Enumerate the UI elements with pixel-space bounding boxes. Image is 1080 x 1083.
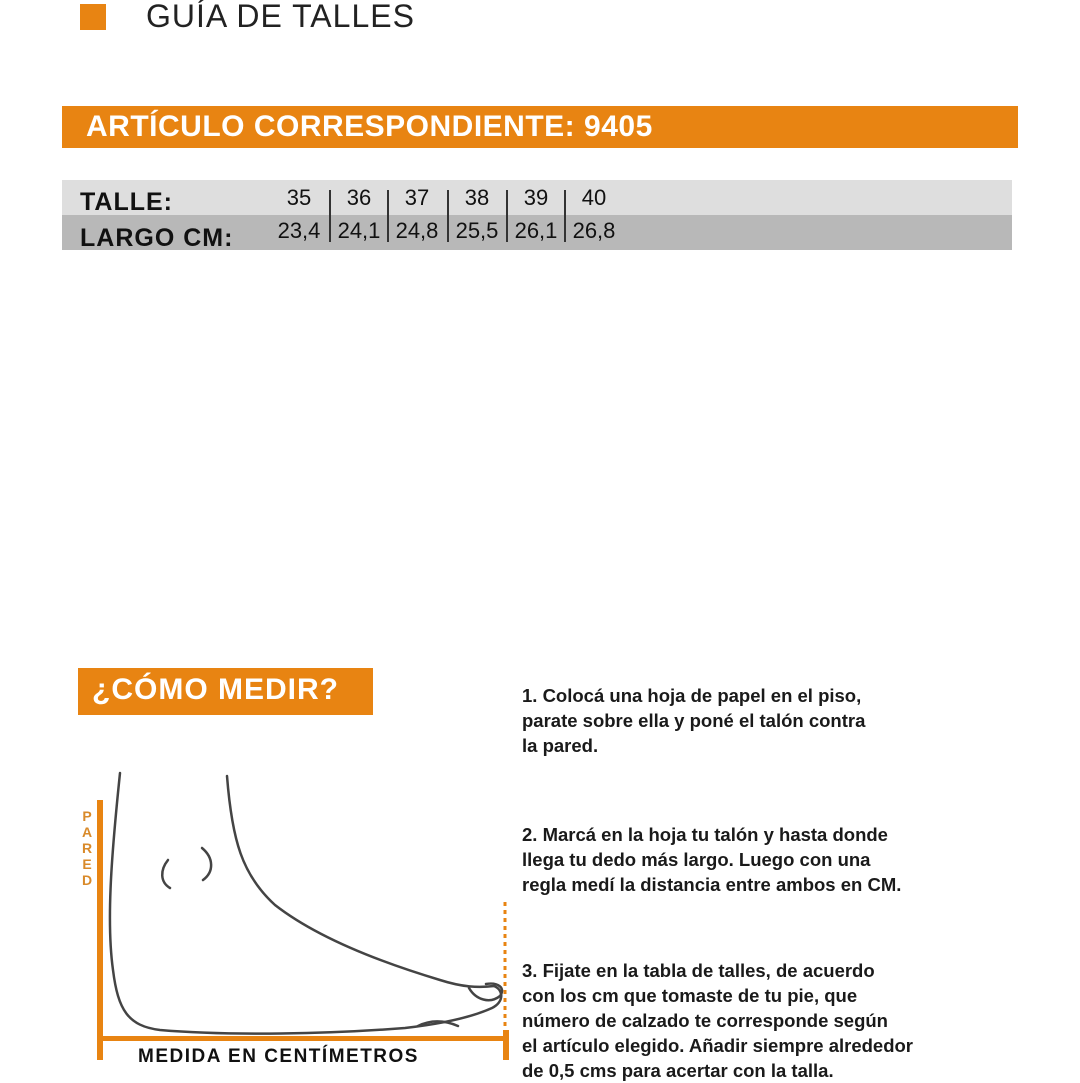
length-cell-0: 23,4: [277, 218, 321, 243]
step-1-line: 1. Colocá una hoja de papel en el piso,: [522, 685, 862, 706]
step-3-line: 3. Fijate en la tabla de talles, de acuerdo: [522, 960, 875, 981]
size-cell-1: 36: [346, 185, 372, 210]
wall-letter: R: [81, 840, 93, 856]
page-title: GUÍA DE TALLES: [146, 0, 415, 34]
size-cell-5: 40: [581, 185, 607, 210]
foot-outline-icon: [110, 773, 502, 1034]
step-2-line: regla medí la distancia entre ambos en CM.: [522, 874, 902, 895]
step-2-line: llega tu dedo más largo. Luego con una: [522, 849, 871, 870]
step-3-line: número de calzado te corresponde según: [522, 1010, 888, 1031]
step-3-line: con los cm que tomaste de tu pie, que: [522, 985, 858, 1006]
article-title: ARTÍCULO CORRESPONDIENTE: 9405: [86, 110, 653, 143]
wall-letter: P: [82, 808, 92, 824]
length-cell-1: 24,1: [337, 218, 381, 243]
step-1-line: parate sobre ella y poné el talón contra: [522, 710, 866, 731]
length-row-label: LARGO CM:: [80, 224, 234, 252]
wall-letter: E: [82, 856, 92, 872]
measure-caption: MEDIDA EN CENTÍMETROS: [138, 1046, 419, 1067]
size-cell-3: 38: [464, 185, 490, 210]
size-cell-2: 37: [404, 185, 430, 210]
length-cell-4: 26,1: [514, 218, 558, 243]
size-cell-4: 39: [523, 185, 549, 210]
step-3-line: el artículo elegido. Añadir siempre alrededor: [522, 1035, 914, 1056]
wall-letter: A: [81, 824, 93, 840]
step-1-line: la pared.: [522, 735, 599, 756]
length-cell-3: 25,5: [455, 218, 499, 243]
length-cell-2: 24,8: [395, 218, 439, 243]
length-cell-5: 26,8: [572, 218, 616, 243]
step-3-line: de 0,5 cms para acertar con la talla.: [522, 1060, 834, 1081]
size-cell-0: 35: [286, 185, 312, 210]
size-row-label: TALLE:: [80, 188, 174, 216]
wall-letter: D: [81, 872, 93, 888]
step-2-line: 2. Marcá en la hoja tu talón y hasta donde: [522, 824, 888, 845]
how-to-title: ¿CÓMO MEDIR?: [92, 673, 339, 706]
